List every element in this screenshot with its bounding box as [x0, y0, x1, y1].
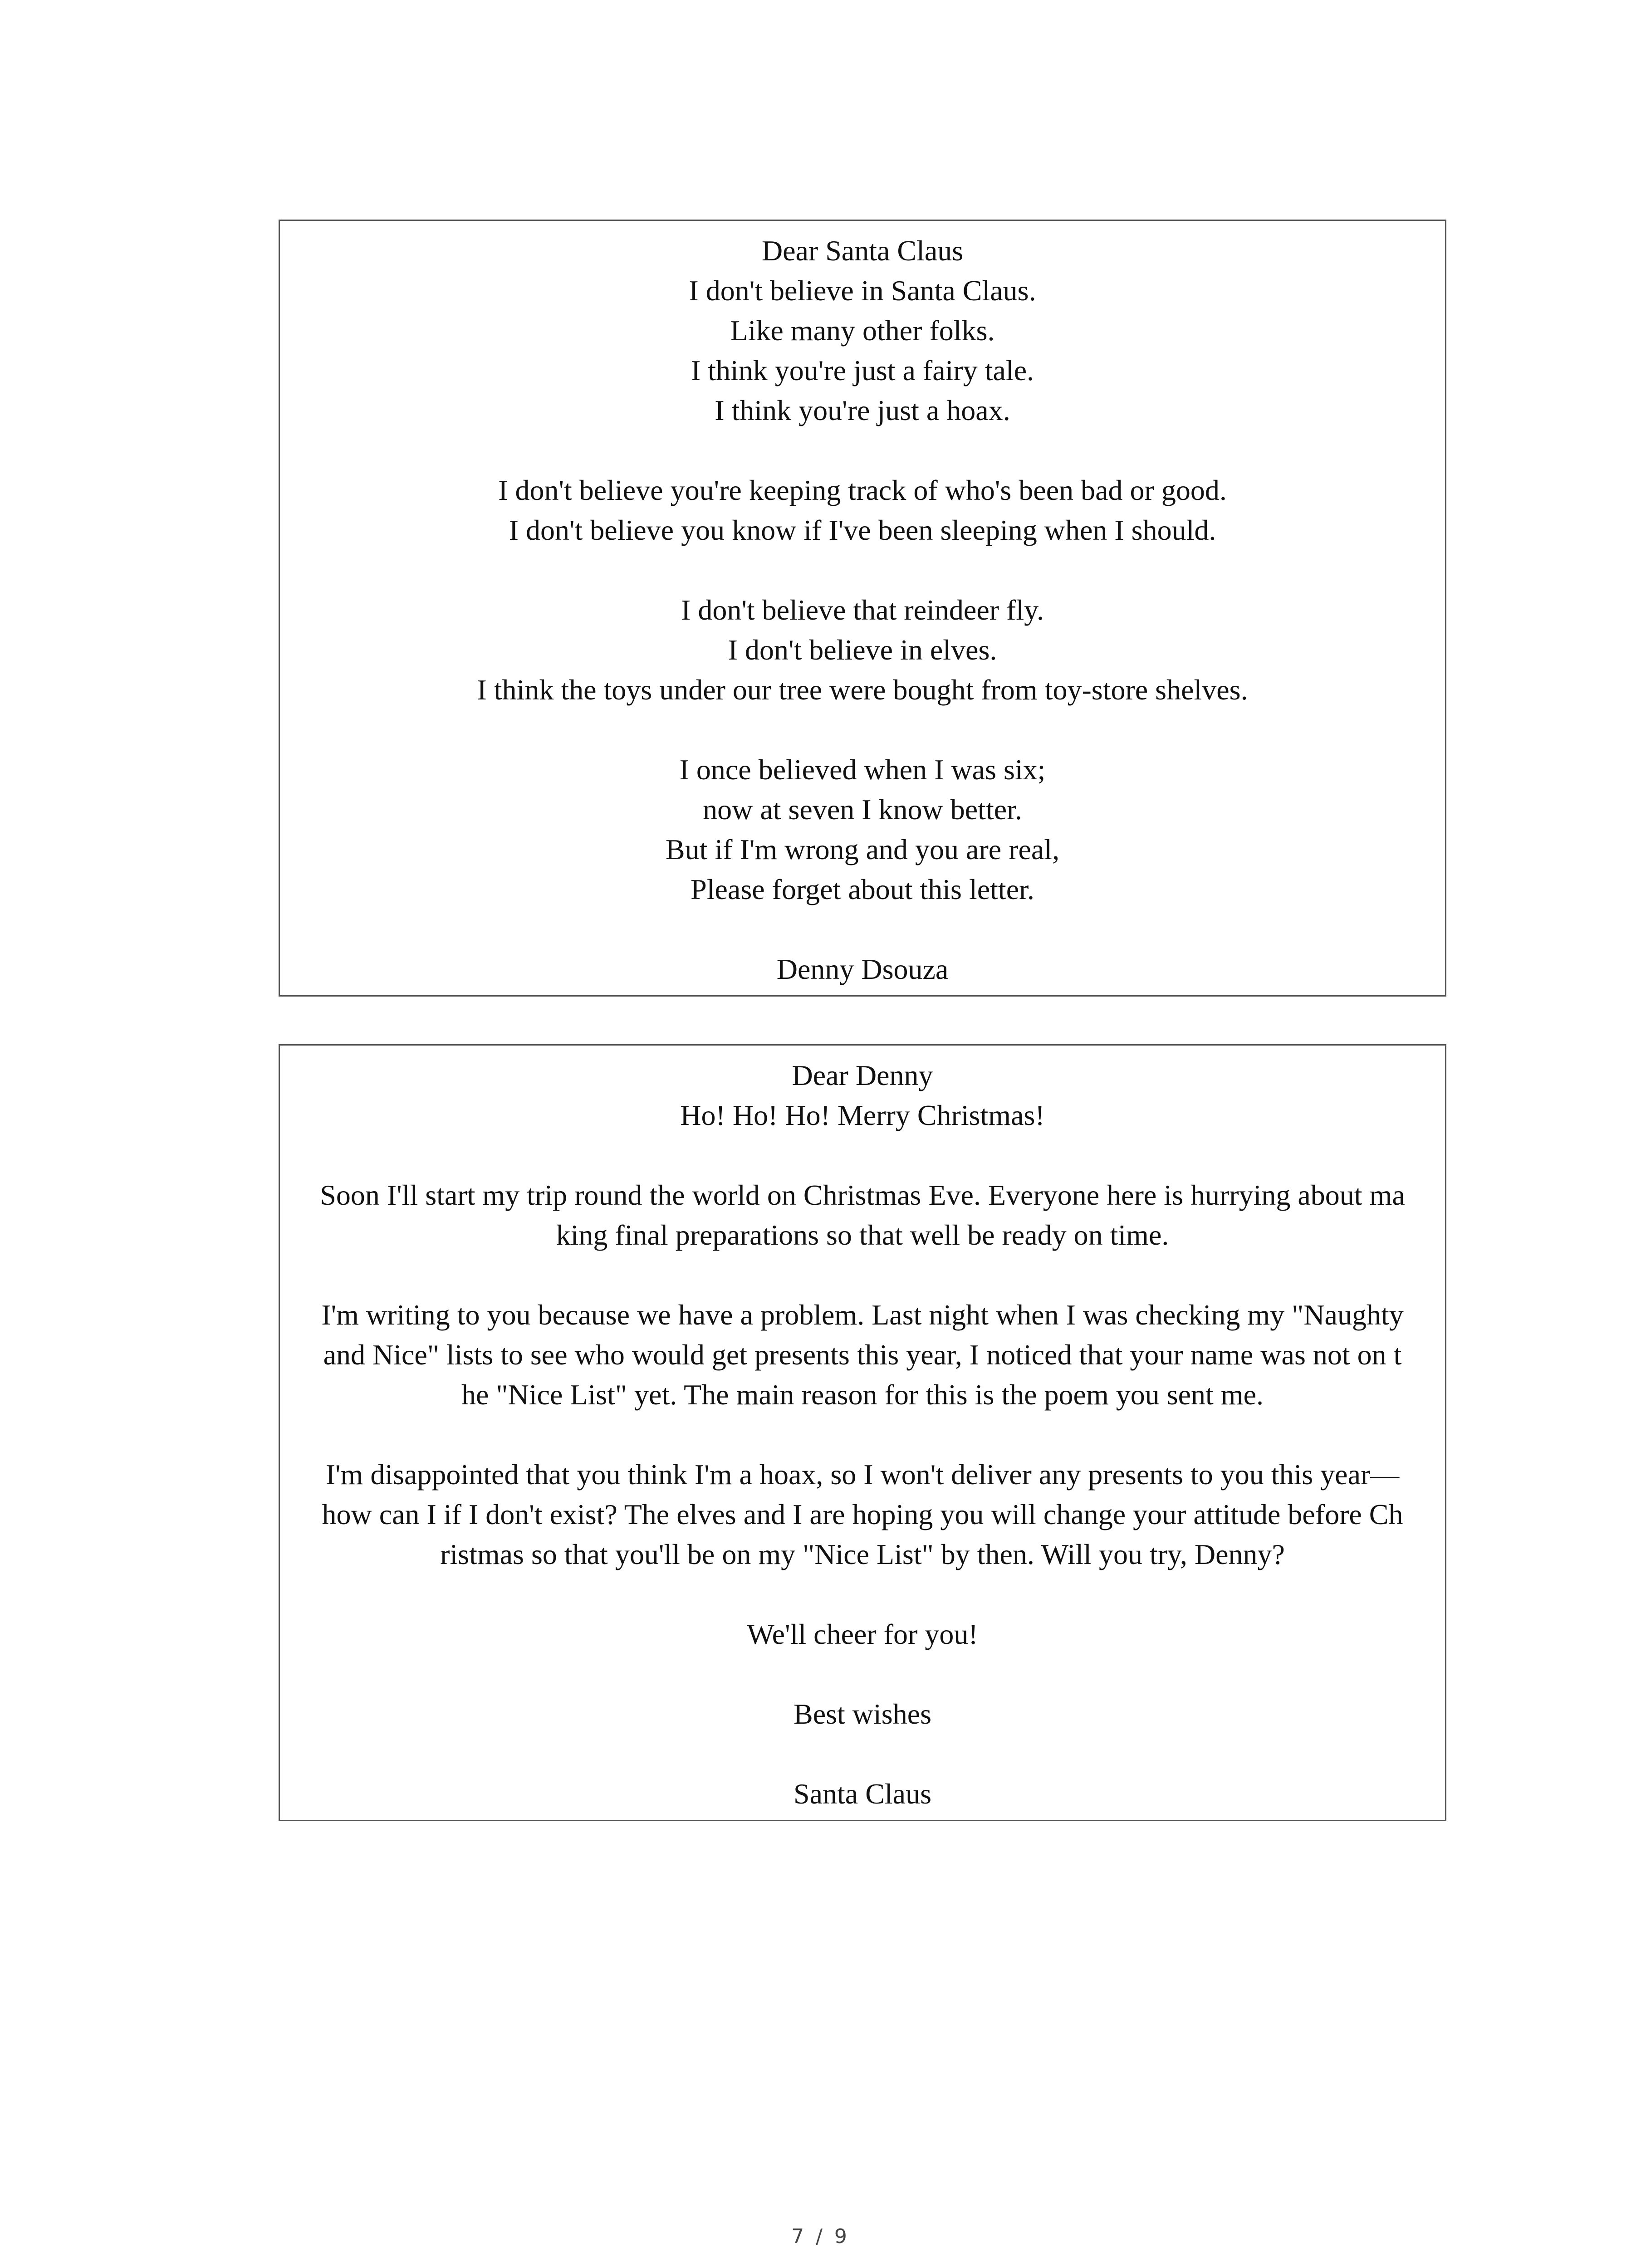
poem-line: I don't believe in elves. [728, 634, 997, 666]
paragraph-gap [280, 1734, 1445, 1774]
reply-from-santa [279, 1044, 1446, 1821]
stanza-gap [280, 710, 1445, 750]
stanza-gap [280, 550, 1445, 590]
poem-line: But if I'm wrong and you are real, [665, 833, 1060, 865]
letter2-cheer: We'll cheer for you! [747, 1618, 978, 1650]
paragraph-line: he "Nice List" yet. The main reason for this is the poem you sent me. [461, 1378, 1264, 1411]
paragraph-line: king final preparations so that well be ready on time. [556, 1219, 1169, 1251]
stanza-gap [280, 909, 1445, 949]
paragraph-line: ristmas so that you'll be on my "Nice List" by then. Will you try, Denny? [440, 1538, 1285, 1570]
paragraph-gap [280, 1415, 1445, 1455]
paragraph-gap [280, 1574, 1445, 1614]
poem-line: I think you're just a fairy tale. [691, 354, 1034, 386]
poem-line: I think the toys under our tree were bought from toy-store shelves. [477, 674, 1248, 706]
paragraph-line: I'm writing to you because we have a problem. Last night when I was checking my "Naughty [321, 1299, 1404, 1331]
paragraph-gap [280, 1255, 1445, 1295]
paragraph-gap [280, 1135, 1445, 1175]
letter2-salutation: Dear Denny [792, 1059, 933, 1091]
poem-line: Please forget about this letter. [691, 873, 1034, 905]
paragraph-line: and Nice" lists to see who would get presents this year, I noticed that your name was not on t [323, 1339, 1402, 1371]
letter2-closing: Best wishes [794, 1698, 931, 1730]
paragraph-line: how can I if I don't exist? The elves and I are hoping you will change your attitude before Ch [322, 1498, 1403, 1530]
page-number: 7 / 9 [791, 2225, 850, 2248]
letter-to-santa [279, 220, 1446, 997]
poem-line: I don't believe you know if I've been sleeping when I should. [509, 514, 1216, 546]
poem-line: Like many other folks. [730, 314, 995, 347]
poem-line: now at seven I know better. [703, 793, 1022, 826]
poem-line: I don't believe in Santa Claus. [689, 274, 1036, 307]
poem-line: I think you're just a hoax. [715, 394, 1010, 426]
letter1-signature: Denny Dsouza [776, 953, 949, 985]
stanza-gap [280, 430, 1445, 470]
paragraph-line: I'm disappointed that you think I'm a hoax, so I won't deliver any presents to you this year— [325, 1458, 1400, 1491]
poem-line: I don't believe that reindeer fly. [681, 594, 1044, 626]
paragraph-gap [280, 1654, 1445, 1694]
letter2-signature: Santa Claus [794, 1778, 931, 1810]
poem-line: I once believed when I was six; [679, 753, 1046, 786]
paragraph-line: Soon I'll start my trip round the world on Christmas Eve. Everyone here is hurrying about ma [320, 1179, 1405, 1211]
letter1-salutation: Dear Santa Claus [761, 235, 964, 267]
letter2-greeting: Ho! Ho! Ho! Merry Christmas! [680, 1099, 1045, 1131]
poem-line: I don't believe you're keeping track of who's been bad or good. [498, 474, 1227, 506]
